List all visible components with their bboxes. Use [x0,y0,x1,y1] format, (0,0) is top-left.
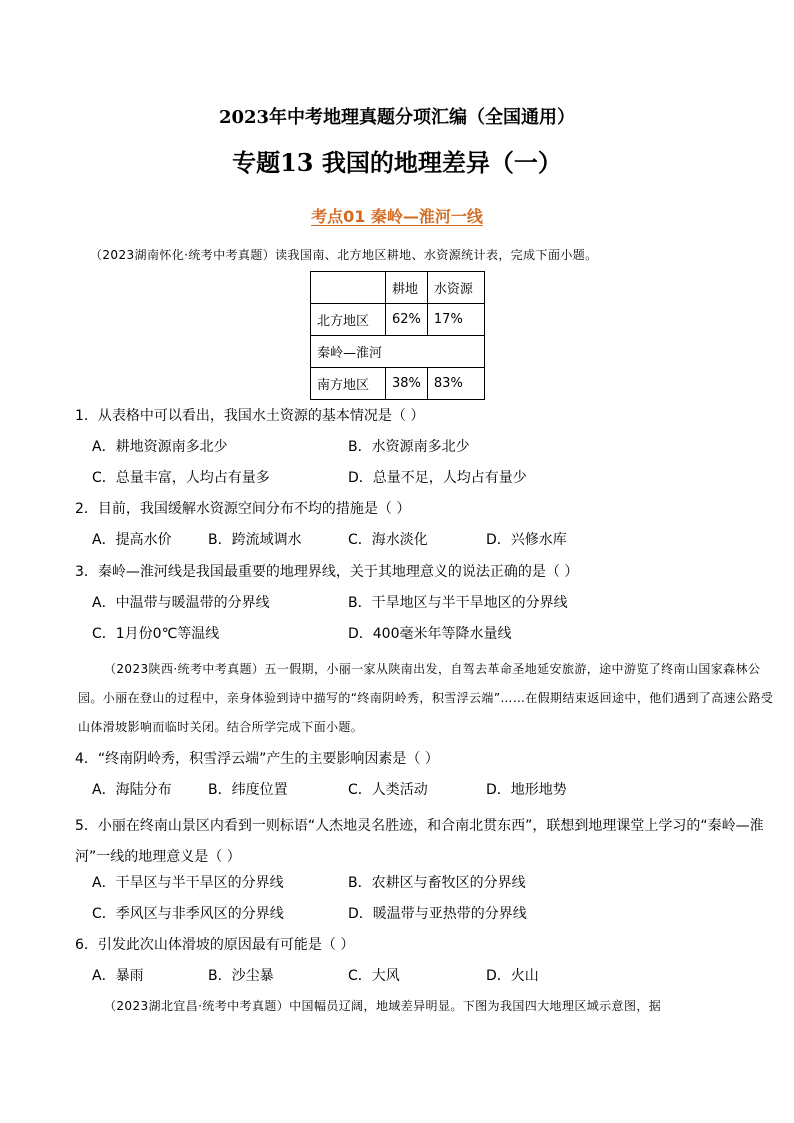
question-6-option-b: B．沙尘暴 [208,968,274,984]
question-5-option-b: B．农耕区与畜牧区的分界线 [348,875,526,891]
question-4-stem: 4．“终南阴岭秀，积雪浮云端”产生的主要影响因素是（ ） [75,751,439,767]
question-5-option-a: A．干旱区与半干旱区的分界线 [92,875,284,891]
question-5-option-c: C．季风区与非季风区的分界线 [92,906,284,922]
passage-intro-3: （2023湖北宜昌·统考中考真题）中国幅员辽阔，地域差异明显。下图为我国四大地理区域示意图，据 [104,999,662,1013]
question-3-option-b: B．干旱地区与半干旱地区的分界线 [348,595,568,611]
question-6-option-a: A．暴雨 [92,968,144,984]
table-cell: 耕地 [386,272,428,304]
table-cell: 62% [386,304,428,336]
data-table [310,271,485,400]
question-6-stem: 6．引发此次山体滑坡的原因最有可能是（ ） [75,937,355,953]
question-3-option-d: D．400毫米年等降水量线 [348,626,512,642]
section-heading: 考点01 秦岭—淮河一线 [311,207,483,226]
question-3-option-c: C．1月份0℃等温线 [92,626,220,642]
question-2-option-b: B．跨流域调水 [208,532,302,548]
question-1-option-c: C．总量丰富，人均占有量多 [92,470,270,486]
passage-intro-2: （2023陕西·统考中考真题）五一假期，小丽一家从陕南出发，自驾去革命圣地延安旅游，途中游览了终南山国家森林公园。小丽在登山的过程中，亲身体验到诗中描写的“终南阴岭秀，积雪浮云端”……在假期结束返回途中，他们遇到了高速公路受山体滑坡影响而临时关闭。结合所学完成下面小题。 [78,662,774,734]
table-row [311,368,485,400]
table-divider-cell: 秦岭—淮河 [311,336,485,368]
table-cell: 17% [427,304,484,336]
question-1-option-a: A．耕地资源南多北少 [92,439,228,455]
question-5-stem: 5．小丽在终南山景区内看到一则标语“人杰地灵名胜迹，和合南北贯东西”，联想到地理课堂上学习的“秦岭—淮河”一线的地理意义是（ ） [75,818,764,865]
table-cell: 83% [427,368,484,400]
question-2-option-d: D．兴修水库 [486,532,567,548]
passage-intro-1: （2023湖南怀化·统考中考真题）读我国南、北方地区耕地、水资源统计表，完成下面小题。 [90,248,598,262]
table-cell: 北方地区 [311,304,386,336]
table-row [311,336,485,368]
question-2-stem: 2．目前，我国缓解水资源空间分布不均的措施是（ ） [75,501,411,517]
question-4-option-d: D．地形地势 [486,782,567,798]
table-row [311,304,485,336]
table-cell: 38% [386,368,428,400]
table-cell: 水资源 [427,272,484,304]
question-4-option-c: C．人类活动 [348,782,428,798]
document-title: 2023年中考地理真题分项汇编（全国通用） [218,107,576,128]
question-2-option-c: C．海水淡化 [348,532,428,548]
table-header-row [311,272,485,304]
question-1-stem: 1．从表格中可以看出，我国水土资源的基本情况是（ ） [75,408,425,424]
table-cell: 南方地区 [311,368,386,400]
topic-title: 专题13 我国的地理差异（一） [232,148,562,177]
question-2-option-a: A．提高水价 [92,532,172,548]
question-6-option-d: D．火山 [486,968,539,984]
table-cell [311,272,386,304]
question-4-option-a: A．海陆分布 [92,782,172,798]
question-6-option-c: C．大风 [348,968,400,984]
question-3-option-a: A．中温带与暖温带的分界线 [92,595,270,611]
question-3-stem: 3．秦岭—淮河线是我国最重要的地理界线，关于其地理意义的说法正确的是（ ） [75,564,579,580]
question-1-option-b: B．水资源南多北少 [348,439,470,455]
question-5-option-d: D．暖温带与亚热带的分界线 [348,906,527,922]
question-4-option-b: B．纬度位置 [208,782,288,798]
question-1-option-d: D．总量不足，人均占有量少 [348,470,527,486]
